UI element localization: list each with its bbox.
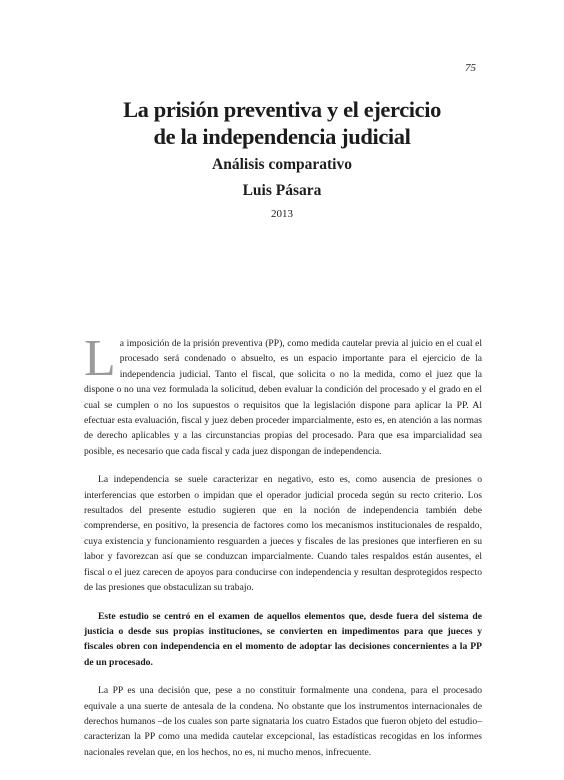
title-line-1: La prisión preventiva y el ejercicio xyxy=(123,97,441,122)
paragraph-4: La PP es una decisión que, pese a no constituir formalmente una condena, para el procesado equivale a una suerte de antesala de la condena. No obstante que los instrumentos internacionales de derechos humanos –de los cuales son parte signataria los cuatro Estados que fueron objeto del estudio– caracterizan la PP como una medida cautelar excepcional, las estadísticas recogidas en los informes nacionales revelan que, en los hechos, no es, ni mucho menos, infrecuente. xyxy=(84,685,482,758)
author-name: Luis Pásara xyxy=(242,182,322,199)
drop-cap: L xyxy=(84,330,116,387)
article-body xyxy=(84,330,482,773)
page-number: 75 xyxy=(465,62,476,74)
paragraph-1-text: a imposición de la prisión preventiva (PP), como medida cautelar previa al juicio en el cual el procesado será condenado o absuelto, es un espacio importante para el ejercicio de la independencia judicial. Tanto el fiscal, que solicita o no la medida, como el juez que la dispone o no una vez formulada la solicitud, deben evaluar la condición del procesado y el grado en el cual se cumplen o no los supuestos o requisitos que la legislación dispone para aplicar la PP. Al efectuar esta evaluación, fiscal y juez deben proceder imparcialmente, esto es, en atención a las normas de derecho aplicables y a las circunstancias propias del procesado. Para que esa imparcialidad sea posible, es necesario que cada fiscal y cada juez dispongan de independencia. xyxy=(84,338,482,457)
paragraph-3: Este estudio se centró en el examen de aquellos elementos que, desde fuera del sistema de justicia o desde sus propias instituciones, se convierten en impedimentos para que jueces y fiscales obren con independencia en el momento de adoptar las decisiones concernientes a la PP de un procesado. xyxy=(84,610,482,668)
paragraph-1 xyxy=(84,330,482,459)
publication-year: 2013 xyxy=(271,208,293,220)
paragraph-2: La independencia se suele caracterizar en negativo, esto es, como ausencia de presiones o interferencias que estorben o impidan que el operador judicial proceda según su recto criterio. Los resultados del presente estudio sugieren que en la noción de independencia también debe comprenderse, en positivo, la presencia de factores como los mecanismos institucionales de respaldo, cuya existencia y funcionamiento resguarden a jueces y fiscales de las presiones que interfieren en su labor y favorezcan así que se conduzcan imparcialmente. Cuando tales respaldos están ausentes, el fiscal o el juez carecen de apoyos para conducirse con independencia y resultan desprotegidos respecto de las presiones que obstaculizan su trabajo. xyxy=(84,474,482,594)
title-line-2: de la independencia judicial xyxy=(153,124,411,149)
page-title xyxy=(0,96,564,150)
page-subtitle: Análisis comparativo xyxy=(212,156,352,173)
